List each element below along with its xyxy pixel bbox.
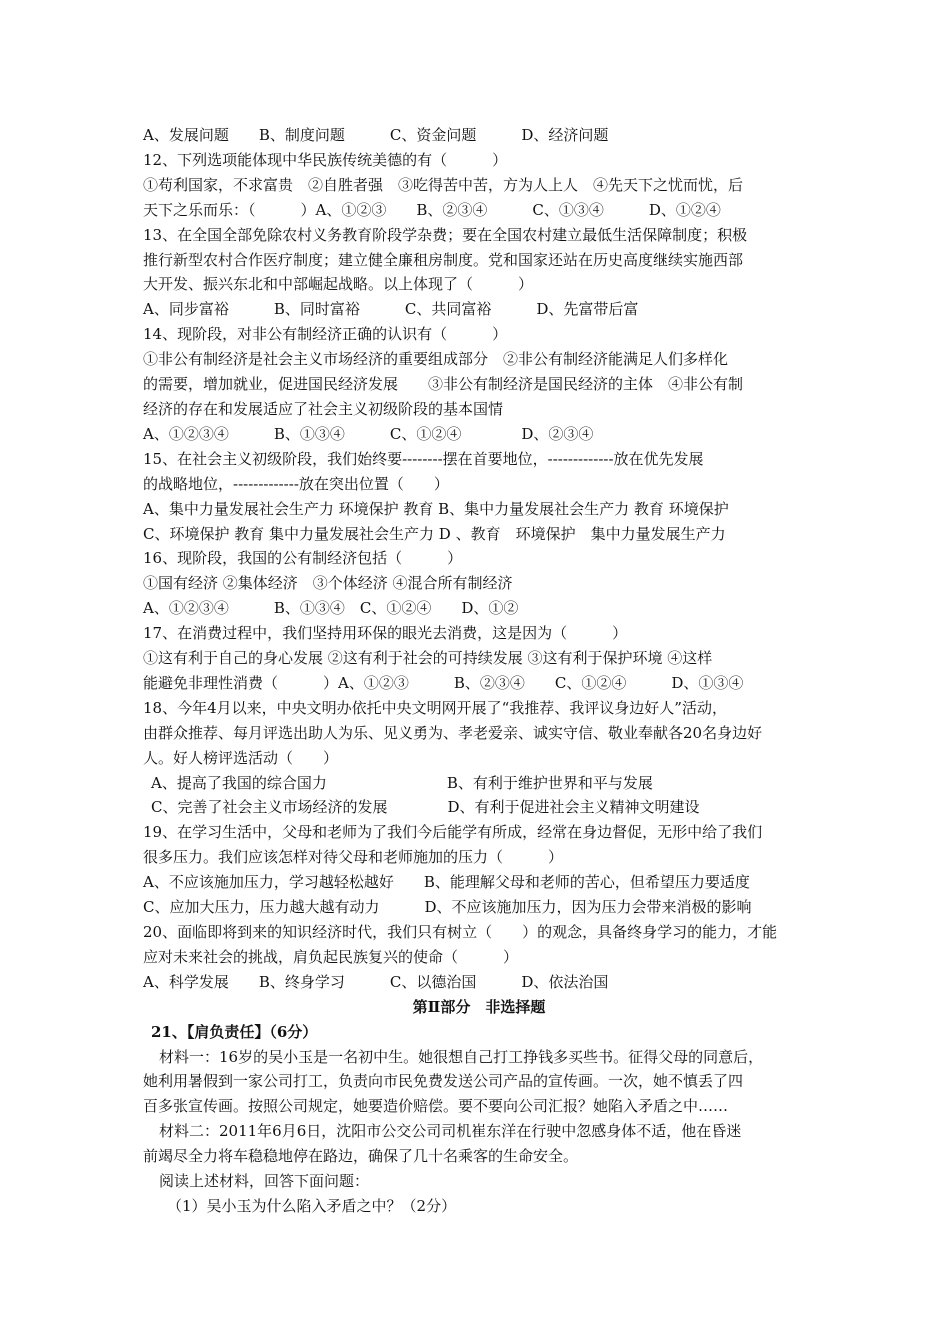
q14-stem: 14、现阶段，对非公有制经济正确的认识有（ ） [143, 325, 508, 344]
q16-stem: 16、现阶段，我国的公有制经济包括（ ） [143, 549, 463, 568]
q21-material: 材料二：2011年6月6日，沈阳市公交公司司机崔东洋在行驶中忽感身体不适，他在昏迷 [159, 1122, 742, 1141]
q21-heading: 21、【肩负责任】（6分） [151, 1022, 318, 1041]
q20-options: A、科学发展 B、终身学习 C、以德治国 D、依法治国 [143, 972, 609, 991]
q17-stem: 17、在消费过程中，我们坚持用环保的眼光去消费，这是因为（ ） [143, 624, 628, 643]
q12-options: 天下之乐而乐：（ ）A、①②③ B、②③④ C、①③④ D、①②④ [143, 200, 721, 219]
q18-options: C、完善了社会主义市场经济的发展 D、有利于促进社会主义精神文明建设 [151, 798, 700, 817]
section-title: 第Ⅱ部分 非选择题 [412, 997, 546, 1016]
q14-options: A、①②③④ B、①③④ C、①②④ D、②③④ [143, 424, 594, 443]
q19-stem: 19、在学习生活中，父母和老师为了我们今后能学有所成，经常在身边督促，无形中给了我们 [143, 823, 763, 842]
q15-stem: 15、在社会主义初级阶段，我们始终要--------摆在首要地位，-------------放在优先发展 [143, 449, 704, 468]
q13-stem: 13、在全国全部免除农村义务教育阶段学杂费；要在全国农村建立最低生活保障制度；积极 [143, 225, 748, 244]
q18-options: A、提高了我国的综合国力 B、有利于维护世界和平与发展 [151, 773, 653, 792]
q16-options: A、①②③④ B、①③④ C、①②④ D、①② [143, 599, 519, 618]
q21-material: 她利用暑假到一家公司打工，负责向市民免费发送公司产品的宣传画。一次，她不慎丢了四 [143, 1072, 744, 1091]
q13-stem: 推行新型农村合作医疗制度；建立健全廉租房制度。党和国家还站在历史高度继续实施西部 [143, 250, 744, 269]
q12-items: ①苟利国家，不求富贵 ②自胜者强 ③吃得苦中苦，方为人上人 ④先天下之忧而忧，后 [143, 175, 744, 194]
q20-stem: 20、面临即将到来的知识经济时代，我们只有树立（ ）的观念，具备终身学习的能力，才能 [143, 923, 778, 941]
q17-items: ①这有利于自己的身心发展 ②这有利于社会的可持续发展 ③这有利于保护环境 ④这样 [143, 649, 713, 668]
q17-options: 能避免非理性消费（ ）A、①②③ B、②③④ C、①②④ D、①③④ [143, 673, 744, 692]
q21-material: 百多张宣传画。按照公司规定，她要造价赔偿。要不要向公司汇报？她陷入矛盾之中…… [143, 1097, 729, 1116]
q13-options: A、同步富裕 B、同时富裕 C、共同富裕 D、先富带后富 [143, 300, 639, 319]
exam-page [143, 123, 815, 1219]
q16-items: ①国有经济 ②集体经济 ③个体经济 ④混合所有制经济 [143, 574, 513, 593]
q20-stem: 应对未来社会的挑战，肩负起民族复兴的使命（ ） [143, 947, 519, 966]
q19-options: C、应加大压力，压力越大越有动力 D、不应该施加压力，因为压力会带来消极的影响 [143, 898, 752, 917]
q18-stem: 由群众推荐、每月评选出助人为乐、见义勇为、孝老爱亲、诚实守信、敬业奉献各20名身边好 [143, 723, 763, 742]
q14-items: ①非公有制经济是社会主义市场经济的重要组成部分 ②非公有制经济能满足人们多样化 [143, 350, 729, 369]
q18-stem: 人。好人榜评选活动（ ） [143, 748, 339, 767]
q21-subquestion: （1）吴小玉为什么陷入矛盾之中？（2分） [167, 1196, 457, 1215]
q14-items: 的需要，增加就业，促进国民经济发展 ③非公有制经济是国民经济的主体 ④非公有制 [143, 375, 744, 394]
q13-stem: 大开发、振兴东北和中部崛起战略。以上体现了（ ） [143, 275, 534, 294]
q18-stem: 18、今年4月以来，中央文明办依托中央文明网开展了“我推荐、我评议身边好人”活动， [143, 698, 727, 717]
q14-items: 经济的存在和发展适应了社会主义初级阶段的基本国情 [143, 399, 504, 418]
q21-material: 前竭尽全力将车稳稳地停在路边，确保了几十名乘客的生命安全。 [143, 1147, 579, 1166]
q12-stem: 12、下列选项能体现中华民族传统美德的有（ ） [143, 150, 508, 169]
q19-options: A、不应该施加压力，学习越轻松越好 B、能理解父母和老师的苦心，但希望压力要适度 [143, 873, 750, 892]
q11-options: A、发展问题 B、制度问题 C、资金问题 D、经济问题 [143, 126, 609, 144]
q21-material: 材料一：16岁的吴小玉是一名初中生。她很想自己打工挣钱多买些书。征得父母的同意后， [159, 1047, 764, 1066]
q19-stem: 很多压力。我们应该怎样对待父母和老师施加的压力（ ） [143, 848, 564, 867]
q21-instruction: 阅读上述材料，回答下面问题： [159, 1172, 370, 1191]
q15-options: A、集中力量发展社会生产力 环境保护 教育 B、集中力量发展社会生产力 教育 环境保护 [143, 499, 729, 518]
q15-options: C、环境保护 教育 集中力量发展社会生产力 D 、教育 环境保护 集中力量发展生产力 [143, 524, 726, 543]
q15-stem: 的战略地位，-------------放在突出位置（ ） [143, 474, 449, 493]
